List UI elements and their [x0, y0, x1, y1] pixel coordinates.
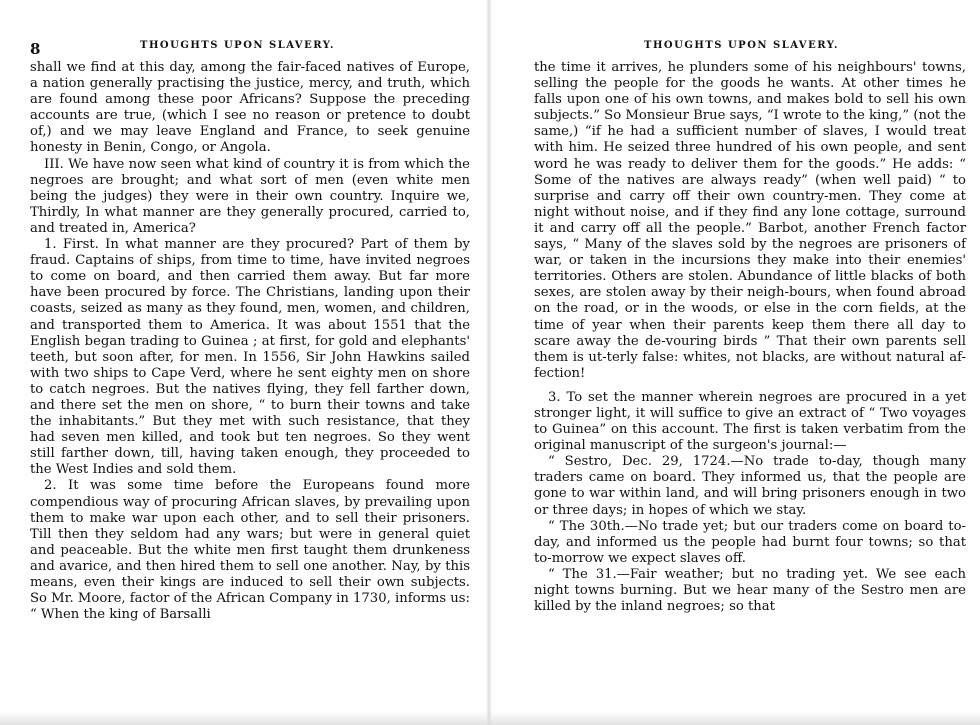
paragraph: “ The 30th.—No trade yet; but our traders come on board to-day, and informed us the people had burnt four towns; so that to-morrow we expect slaves off. [534, 518, 966, 566]
running-head-left: THOUGHTS UPON SLAVERY. [140, 40, 336, 51]
page-number: 8 [30, 40, 41, 58]
paragraph: the time it arrives, he plunders some of his neighbours' towns, selling the people for the goods he wants. At other times he falls upon one of his own towns, and makes bold to sell his own subjects.” So Monsieur Brue says, “I wrote to the king,” (not the same,) “if he had a sufficient number of slaves, I would treat with him. He seized three hundred of his own people, and sent word he was ready to deliver them for the goods.” He adds: “ Some of the natives are always ready” (when well paid) “ to surprise and carry off their own country-men. They come at night without noise, and if they find any lone cottage, surround it and carry off all the people.” Barbot, another French factor says, “ Many of the slaves sold by the negroes are prisoners of war, or taken in the incursions they make into their enemies' territories. Others are stolen. Abundance of little blacks of both sexes, are stolen away by their neigh-bours, when found abroad on the road, or in the woods, or else in the corn fields, at the time of year when their parents keep them there all day to scare away the de-vouring birds ” That their own parents sell them is ut-terly false: whites, not blacks, are without natural af-fection! [534, 60, 966, 381]
right-page-header [534, 38, 966, 54]
paragraph: 2. It was some time before the Europeans found more compendious way of procuring African slaves, by prevailing upon them to make war upon each other, and to sell their prisoners. Till then they seldom had any wars; but were in general quiet and peaceable. But the white men first taught them drunkeness and avarice, and then hired them to sell one another. Nay, by this means, even their kings are induced to sell their own subjects. So Mr. Moore, factor of the African Company in 1730, informs us: “ When the king of Barsalli [30, 478, 470, 623]
left-page-header [30, 38, 470, 58]
paragraph: 3. To set the manner wherein negroes are procured in a yet stronger light, it will suffice to give an extract of “ Two voyages to Guinea” on this account. The first is taken verbatim from the original manuscript of the surgeon's journal:— [534, 389, 966, 454]
paragraph: “ The 31.—Fair weather; but no trading yet. We see each night towns burning. But we hear many of the Sestro men are killed by the inland negroes; so that [534, 566, 966, 615]
paragraph: shall we find at this day, among the fair-faced natives of Europe, a nation generally practising the justice, mercy, and truth, which are found among these poor Africans? Suppose the preceding accounts are true, (which I see no reason or pretence to doubt of,) and we may leave England and France, to seek genuine honesty in Benin, Congo, or Angola. [30, 60, 470, 156]
paragraph: 1. First. In what manner are they procured? Part of them by fraud. Captains of ships, from time to time, have invited negroes to come on board, and then carried them away. But far more have been procured by force. The Christians, landing upon their coasts, seized as many as they found, men, women, and children, and transported them to America. It was about 1551 that the English began trading to Guinea ; at first, for gold and elephants' teeth, but soon after, for men. In 1556, Sir John Hawkins sailed with two ships to Cape Verd, where he sent eighty men on shore to catch negroes. But the natives flying, they fell farther down, and there set the men on shore, “ to burn their towns and take the inhabitants.” But they met with such resistance, that they had seven men killed, and took but ten negroes. So they went still farther down, till, having taken enough, they proceeded to the West Indies and sold them. [30, 237, 470, 478]
paragraph: III. We have now seen what kind of country it is from which the negroes are brought; and what sort of men (even white men being the judges) they were in their own country. Inquire we, Thirdly, In what manner are they generally procured, carried to, and treated in, America? [30, 156, 470, 236]
paragraph: “ Sestro, Dec. 29, 1724.—No trade to-day, though many traders came on board. They informed us, that the people are gone to war within land, and will bring prisoners enough in two or three days; in hopes of which we stay. [534, 454, 966, 518]
right-page [490, 0, 980, 725]
running-head-right: THOUGHTS UPON SLAVERY. [644, 40, 840, 51]
scan-edge [0, 711, 980, 725]
